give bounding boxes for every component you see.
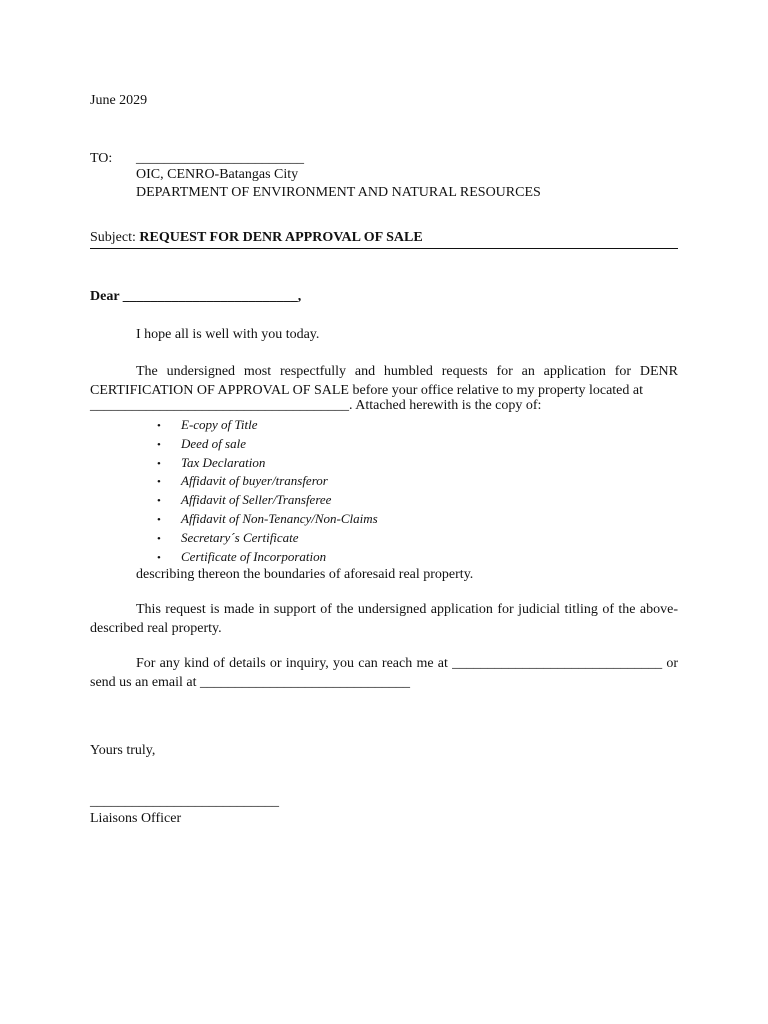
contact-paragraph: For any kind of details or inquiry, you can reach me at ______________________________ or send us an email at ______________________________: [90, 656, 678, 690]
attachments-list: [157, 416, 378, 566]
attached-line: _____________________________________. Attached herewith is the copy of:: [90, 398, 542, 413]
bullet-icon: •: [157, 457, 161, 470]
attachment-label: E-copy of Title: [181, 417, 258, 432]
attachment-label: Certificate of Incorporation: [181, 548, 327, 564]
recipient-office: OIC, CENRO-Batangas City: [136, 167, 299, 182]
subject-title: REQUEST FOR DENR APPROVAL OF SALE: [139, 230, 423, 245]
signature-line: ___________________________: [90, 794, 279, 809]
list-item: [157, 548, 378, 567]
support-paragraph: This request is made in support of the undersigned application for judicial titling of the above-described real property.: [90, 602, 678, 636]
attachment-label: Deed of sale: [181, 435, 246, 451]
list-item: [157, 416, 378, 435]
signature-title: Liaisons Officer: [90, 811, 182, 826]
list-item: [157, 529, 378, 548]
bullet-icon: •: [157, 551, 161, 564]
subject-line: [90, 230, 678, 249]
list-item: [157, 491, 378, 510]
list-item: [157, 510, 378, 529]
letter-date: June 2029: [90, 93, 148, 108]
recipient-department: DEPARTMENT OF ENVIRONMENT AND NATURAL RESOURCES: [136, 185, 541, 200]
list-item: [157, 435, 378, 454]
greeting-line: I hope all is well with you today.: [136, 327, 320, 342]
recipient-name-blank: ________________________: [136, 151, 304, 166]
to-label: TO:: [90, 151, 113, 166]
bullet-icon: •: [157, 420, 161, 432]
attachment-label: Tax Declaration: [181, 454, 266, 470]
list-item: [157, 454, 378, 473]
list-item: [157, 472, 378, 491]
bullet-icon: •: [157, 438, 161, 451]
bullet-icon: •: [157, 532, 161, 545]
salutation: Dear _________________________,: [90, 289, 302, 304]
attachment-label: Secretary´s Certificate: [181, 529, 299, 545]
subject-label: Subject:: [90, 230, 140, 245]
attachment-label: Affidavit of buyer/transferor: [181, 473, 328, 489]
closing: Yours truly,: [90, 743, 156, 758]
bullet-icon: •: [157, 476, 161, 489]
attachment-label: Affidavit of Seller/Transferee: [181, 492, 332, 508]
attachment-label: Affidavit of Non-Tenancy/Non-Claims: [181, 510, 378, 526]
request-paragraph: The undersigned most respectfully and humbled requests for an application for DENR CERTIFICATION OF APPROVAL OF SALE before your office relative to my property located at: [90, 364, 678, 398]
bullet-icon: •: [157, 513, 161, 526]
describing-line: describing thereon the boundaries of aforesaid real property.: [136, 567, 474, 582]
bullet-icon: •: [157, 495, 161, 508]
